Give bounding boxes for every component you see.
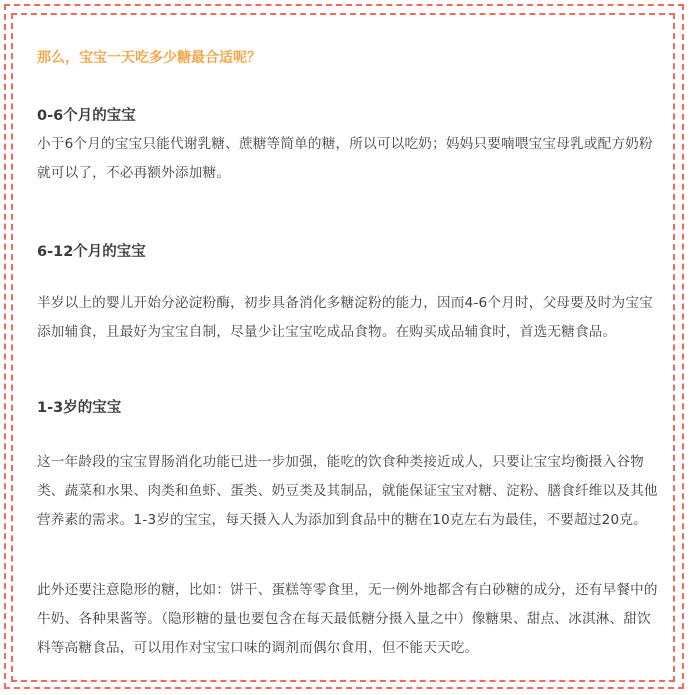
section-paragraph-1-3-years-main: 这一年龄段的宝宝胃肠消化功能已进一步加强，能吃的饮食种类接近成人，只要让宝宝均衡摄入谷物类、蔬菜和水果、肉类和鱼虾、蛋类、奶豆类及其制品，就能保证宝宝对糖、淀粉、膳食纤维以及其他营养素的需求。1-3岁的宝宝，每天摄入人为添加到食品中的糖在10克左右为最佳，不要超过20克。 xyxy=(37,454,658,528)
section-title-0-6-months: 0-6个月的宝宝 xyxy=(37,108,136,124)
section-paragraph-6-12-months: 半岁以上的婴儿开始分泌淀粉酶，初步具备消化多糖淀粉的能力，因而4-6个月时，父母要及时为宝宝添加辅食，且最好为宝宝自制，尽量少让宝宝吃成品食物。在购买成品辅食时，首选无糖食品。 xyxy=(37,295,653,340)
section-title-1-3-years: 1-3岁的宝宝 xyxy=(37,400,122,416)
section-title-6-12-months: 6-12个月的宝宝 xyxy=(37,244,146,260)
section-paragraph-0-6-months: 小于6个月的宝宝只能代谢乳糖、蔗糖等简单的糖，所以可以吃奶；妈妈只要喃喂宝宝母乳或配方奶粉就可以了，不必再额外添加糖。 xyxy=(37,136,653,181)
section-paragraph-1-3-years-hidden-sugar: 此外还要注意隐形的糖，比如：饼干、蛋糕等零食里，无一例外地都含有白砂糖的成分，还有早餐中的牛奶、各种果酱等。（隐形糖的量也要包含在每天最低糖分摄入量之中）像糖果、甜点、冰淇淋、甜饮料等高糖食品，可以用作对宝宝口味的调剂而偶尔食用，但不能天天吃。 xyxy=(37,582,658,656)
question-heading: 那么，宝宝一天吃多少糖最合适呢？ xyxy=(37,50,261,66)
